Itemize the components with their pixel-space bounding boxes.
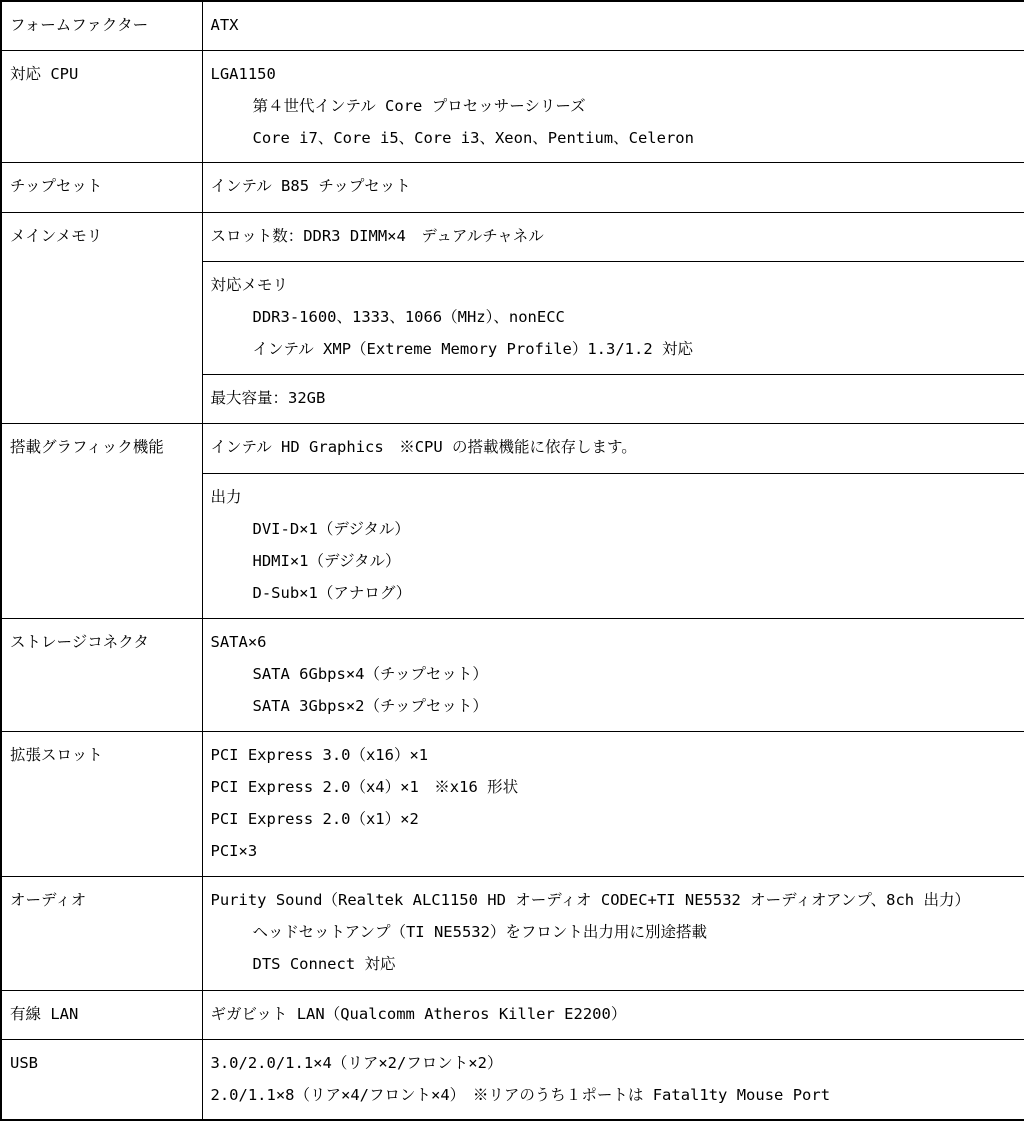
value-graphics-main: インテル HD Graphics ※CPU の搭載機能に依存します。	[202, 423, 1024, 473]
value-form-factor: ATX	[202, 1, 1024, 50]
value-expansion	[202, 731, 1024, 876]
label-usb: USB	[1, 1039, 202, 1120]
storage-sata-3g: SATA 3Gbps×2（チップセット）	[211, 690, 1024, 722]
memory-xmp: インテル XMP（Extreme Memory Profile）1.3/1.2 対応	[211, 333, 1024, 365]
expansion-pci: PCI×3	[211, 835, 1024, 867]
label-form-factor: フォームファクター	[1, 1, 202, 50]
graphics-output-dsub: D-Sub×1（アナログ）	[211, 577, 1024, 609]
cpu-socket: LGA1150	[211, 58, 1024, 90]
graphics-output-hdmi: HDMI×1（デジタル）	[211, 545, 1024, 577]
cpu-models: Core i7、Core i5、Core i3、Xeon、Pentium、Celeron	[211, 122, 1024, 154]
label-audio: オーディオ	[1, 876, 202, 990]
row-cpu	[1, 50, 1024, 162]
value-lan: ギガビット LAN（Qualcomm Atheros Killer E2200）	[202, 990, 1024, 1039]
label-graphics: 搭載グラフィック機能	[1, 423, 202, 618]
row-storage	[1, 618, 1024, 731]
storage-sata-6g: SATA 6Gbps×4（チップセット）	[211, 658, 1024, 690]
expansion-pcie2-x1: PCI Express 2.0（x1）×2	[211, 803, 1024, 835]
row-graphics-main	[1, 423, 1024, 473]
value-storage	[202, 618, 1024, 731]
audio-headset-amp: ヘッドセットアンプ（TI NE5532）をフロント出力用に別途搭載	[211, 916, 1024, 948]
usb-3-0: 3.0/2.0/1.1×4（リア×2/フロント×2）	[211, 1047, 1024, 1079]
label-lan: 有線 LAN	[1, 990, 202, 1039]
value-usb	[202, 1039, 1024, 1120]
value-memory-max: 最大容量：32GB	[202, 374, 1024, 423]
audio-dts: DTS Connect 対応	[211, 948, 1024, 980]
value-audio	[202, 876, 1024, 990]
memory-supported-title: 対応メモリ	[211, 269, 1024, 301]
value-cpu	[202, 50, 1024, 162]
graphics-output-dvi: DVI-D×1（デジタル）	[211, 513, 1024, 545]
value-chipset: インテル B85 チップセット	[202, 162, 1024, 212]
value-graphics-output	[202, 473, 1024, 618]
label-chipset: チップセット	[1, 162, 202, 212]
label-memory: メインメモリ	[1, 212, 202, 423]
label-cpu: 対応 CPU	[1, 50, 202, 162]
usb-2-0: 2.0/1.1×8（リア×4/フロント×4） ※リアのうち１ポートは Fatal1ty Mouse Port	[211, 1079, 1024, 1111]
graphics-output-title: 出力	[211, 481, 1024, 513]
row-chipset	[1, 162, 1024, 212]
row-usb	[1, 1039, 1024, 1120]
row-expansion	[1, 731, 1024, 876]
expansion-pcie2-x4: PCI Express 2.0（x4）×1 ※x16 形状	[211, 771, 1024, 803]
memory-speeds: DDR3-1600、1333、1066（MHz）、nonECC	[211, 301, 1024, 333]
row-audio	[1, 876, 1024, 990]
row-memory-slots	[1, 212, 1024, 261]
label-storage: ストレージコネクタ	[1, 618, 202, 731]
label-expansion: 拡張スロット	[1, 731, 202, 876]
row-lan	[1, 990, 1024, 1039]
expansion-pcie3-x16: PCI Express 3.0（x16）×1	[211, 739, 1024, 771]
row-form-factor	[1, 1, 1024, 50]
value-memory-slots: スロット数：DDR3 DIMM×4 デュアルチャネル	[202, 212, 1024, 261]
audio-codec: Purity Sound（Realtek ALC1150 HD オーディオ CODEC+TI NE5532 オーディオアンプ、8ch 出力）	[211, 884, 1024, 916]
storage-sata-total: SATA×6	[211, 626, 1024, 658]
cpu-series: 第４世代インテル Core プロセッサーシリーズ	[211, 90, 1024, 122]
value-memory-supported	[202, 261, 1024, 374]
